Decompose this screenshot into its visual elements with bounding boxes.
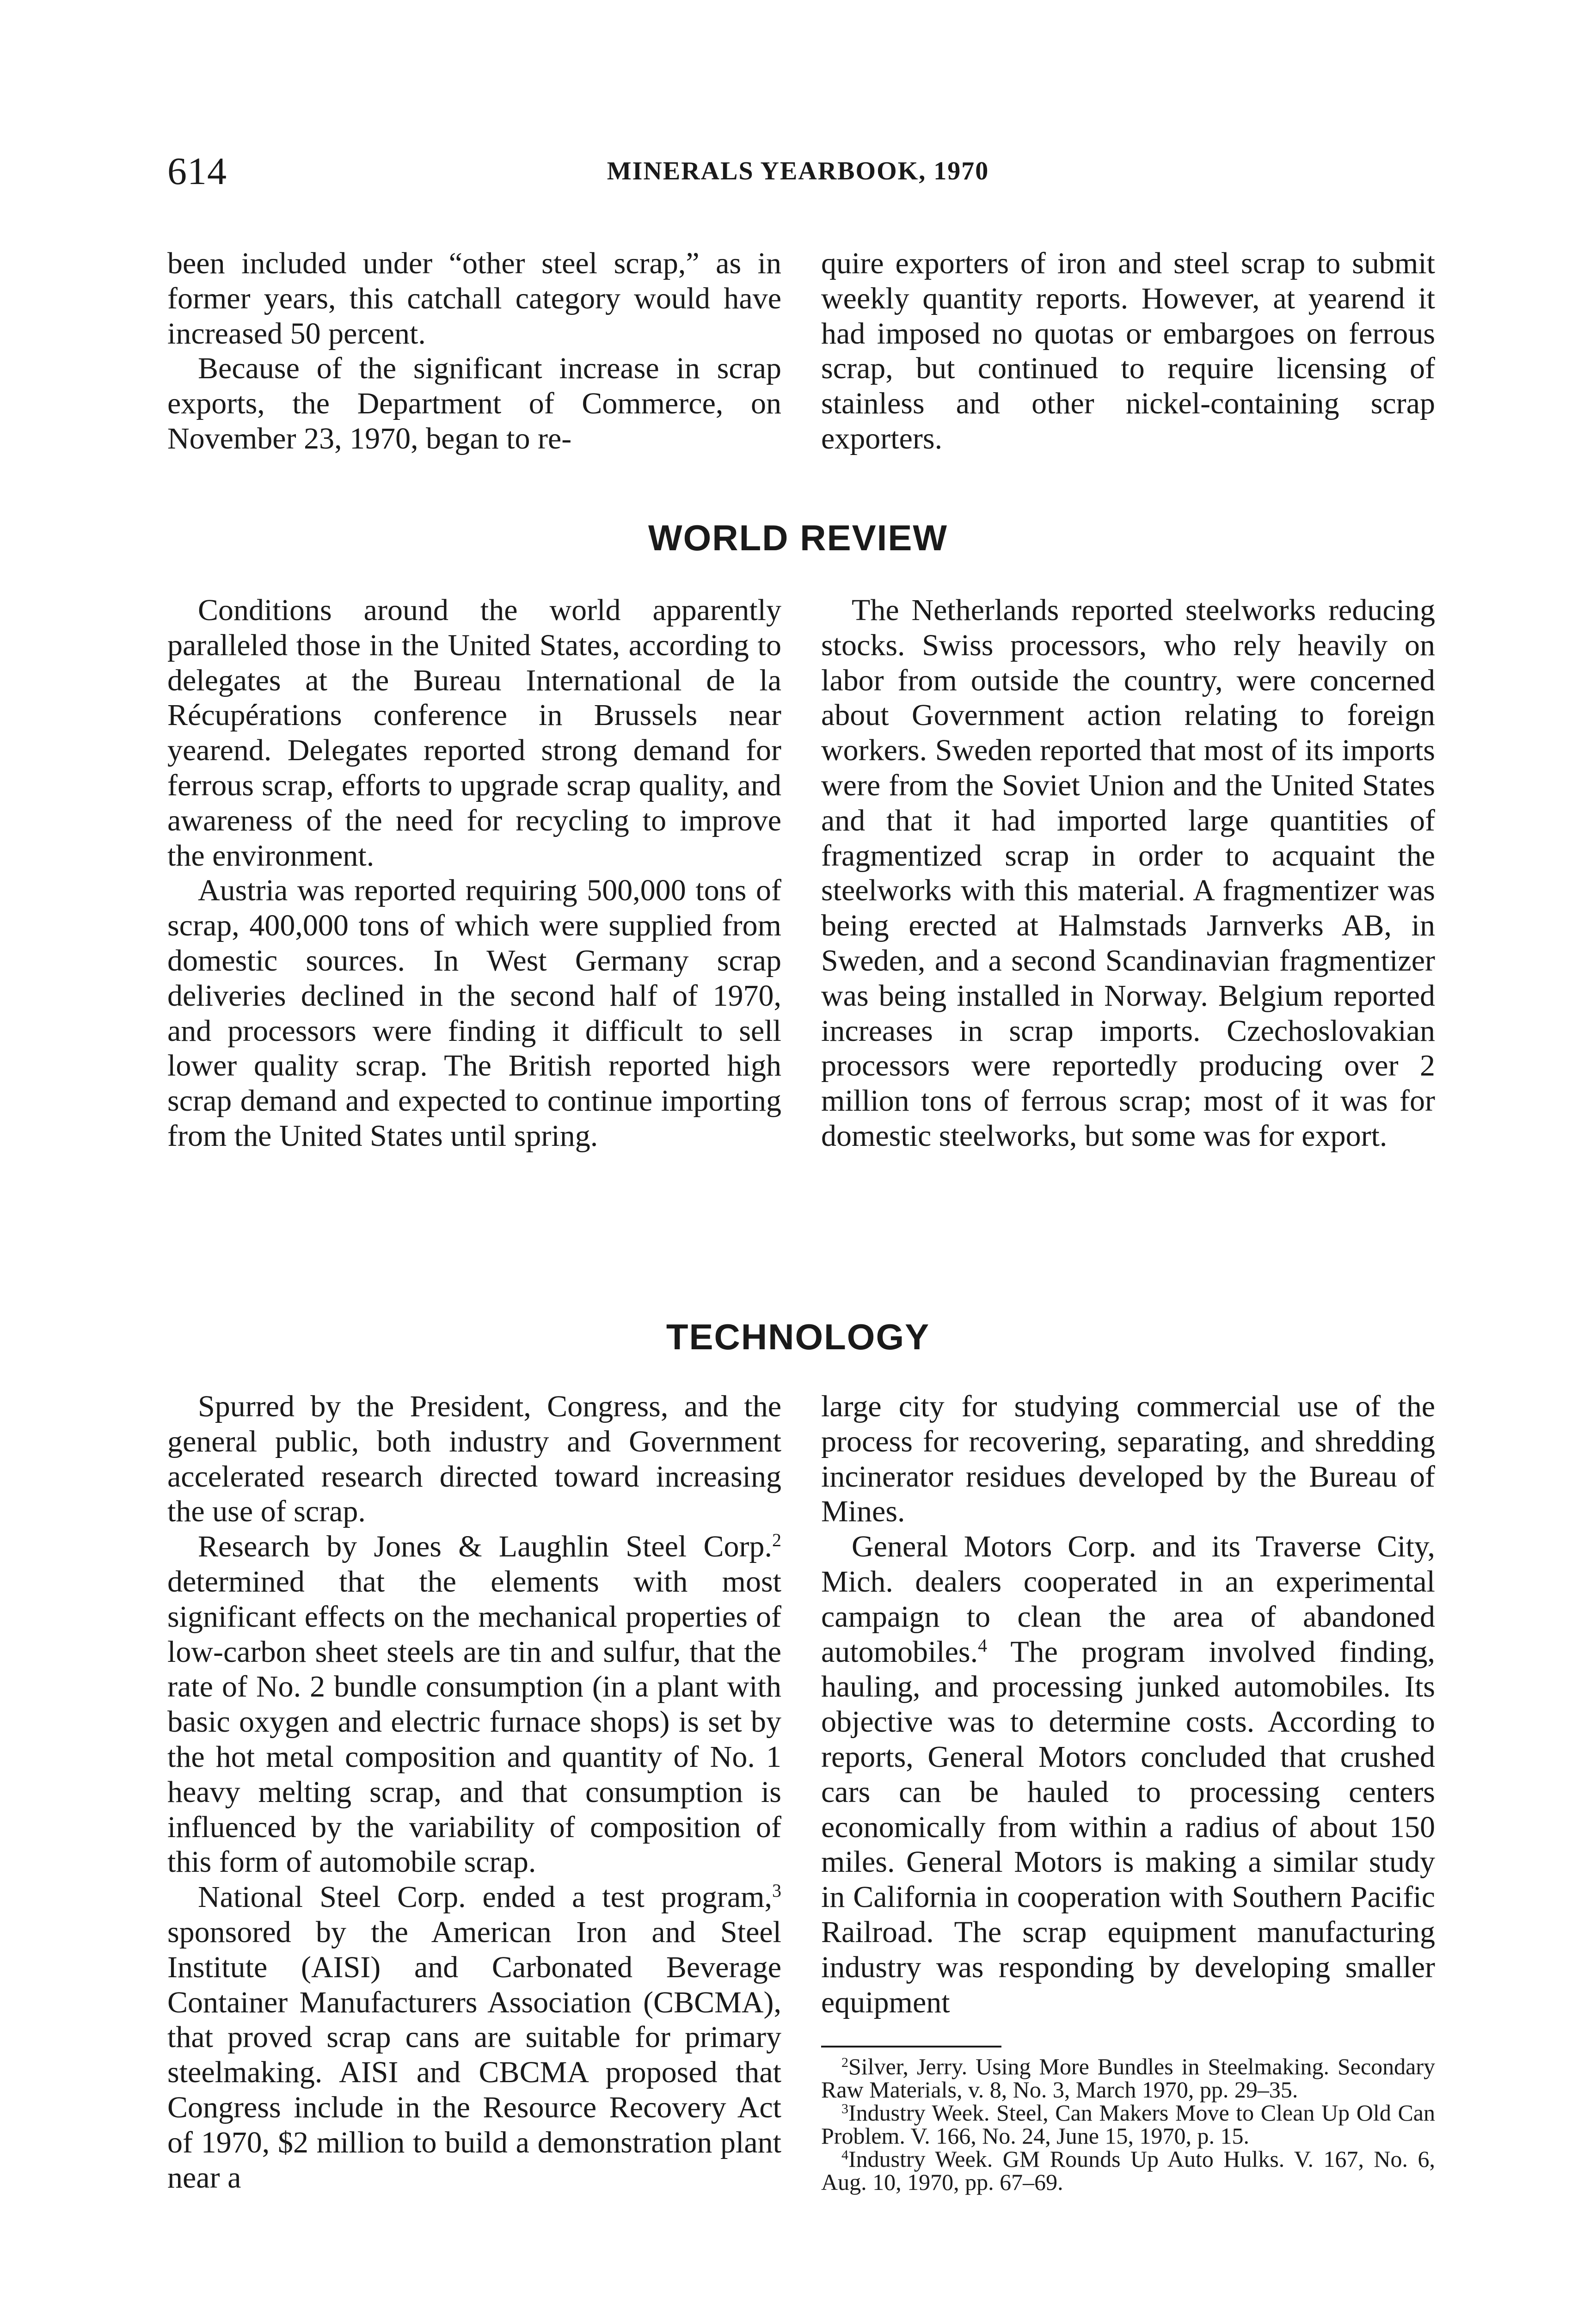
world-review-paragraph: Conditions around the world apparently paralleled those in the United States, according to delegates at the Bureau International de la Récupérations conference in Brussels near yearend. Delegates reported strong demand for ferrous scrap, efforts to upgrade scrap quality, and awareness of the need for recycling to improve the environment. (167, 593, 781, 873)
technology-right-column (821, 1389, 1435, 2020)
technology-paragraph: large city for studying commercial use of the process for recovering, separating, and shredding incinerator residues developed by the Bureau of Mines. (821, 1390, 1435, 1529)
technology-paragraph: National Steel Corp. ended a test program,$^3$ sponsored by the American Iron and Steel Institute (AISI) and Carbonated Beverage Container Manufacturers Association (CBCMA), that proved scrap cans are suitable for primary steelmaking. AISI and CBCMA proposed that Congress include in the Resource Recovery Act of 1970, $2 million to build a demonstration plant near a (167, 1880, 781, 2195)
page-number: 614 (167, 150, 227, 193)
footnote: $^3$Industry Week. Steel, Can Makers Move to Clean Up Old Can Problem. V. 166, No. 24, June 15, 1970, p. 15. (821, 2100, 1435, 2149)
footnote-number: 4 (841, 2147, 848, 2163)
footnote-divider (821, 2046, 1001, 2048)
technology-left-column (167, 1389, 781, 2195)
world-review-paragraph: Austria was reported requiring 500,000 tons of scrap, 400,000 tons of which were supplied from domestic sources. In West Germany scrap deliveries declined in the second half of 1970, and processors were finding it difficult to sell lower quality scrap. The British reported high scrap demand and expected to continue importing from the United States until spring. (167, 873, 781, 1153)
world-review-left-column (167, 593, 781, 1154)
footnote: $^4$Industry Week. GM Rounds Up Auto Hulks. V. 167, No. 6, Aug. 10, 1970, pp. 67–69. (821, 2146, 1435, 2195)
intro-left-column (167, 246, 781, 456)
footnote-ref: 2 (772, 1530, 781, 1551)
footnote-number: 3 (841, 2101, 848, 2116)
footnote-number: 2 (841, 2055, 848, 2070)
world-review-paragraph: The Netherlands reported steelworks reducing stocks. Swiss processors, who rely heavily on labor from outside the country, were concerned about Government action relating to foreign workers. Sweden reported that most of its imports were from the Soviet Union and the United States and that it had imported large quantities of fragmentized scrap in order to acquaint the steelworks with this material. A fragmentizer was being erected at Halmstads Jarnverks AB, in Sweden, and a second Scandinavian fragmentizer was being installed in Norway. Belgium reported increases in scrap imports. Czechoslovakian processors were reportedly producing over 2 million tons of ferrous scrap; most of it was for domestic steelworks, but some was for export. (821, 593, 1435, 1153)
intro-paragraph: Because of the significant increase in scrap exports, the Department of Commerce, on November 23, 1970, began to re- (167, 351, 781, 455)
technology-paragraph: Research by Jones & Laughlin Steel Corp.$^2$ determined that the elements with most significant effects on the mechanical properties of low-carbon sheet steels are tin and sulfur, that the rate of No. 2 bundle consumption (in a plant with basic oxygen and electric furnace shops) is set by the hot metal composition and quantity of No. 1 heavy melting scrap, and that consumption is influenced by the variability of composition of this form of automobile scrap. (167, 1530, 781, 1879)
footnote-ref: 3 (772, 1880, 781, 1901)
intro-paragraph: quire exporters of iron and steel scrap to submit weekly quantity reports. However, at yearend it had imposed no quotas or embargoes on ferrous scrap, but continued to require licensing of stainless and other nickel-containing scrap exporters. (821, 246, 1435, 455)
technology-heading: TECHNOLOGY (666, 1316, 930, 1357)
world-review-heading: WORLD REVIEW (648, 517, 948, 558)
intro-paragraph: been included under “other steel scrap,” as in former years, this catchall category would have increased 50 percent. (167, 246, 781, 350)
running-header-title: MINERALS YEARBOOK, 1970 (607, 157, 989, 185)
technology-paragraph: General Motors Corp. and its Traverse City, Mich. dealers cooperated in an experimental campaign to clean the area of abandoned automobiles.$^4$ The program involved finding, hauling, and processing junked automobiles. Its objective was to determine costs. According to reports, General Motors concluded that crushed cars can be hauled to processing centers economically from within a radius of about 150 miles. General Motors is making a similar study in California in cooperation with Southern Pacific Railroad. The scrap equipment manufacturing industry was responding by developing smaller equipment (821, 1530, 1435, 2019)
world-review-right-column (821, 593, 1435, 1154)
footnotes (821, 2055, 1435, 2194)
footnote: $^2$Silver, Jerry. Using More Bundles in Steelmaking. Secondary Raw Materials, v. 8, No. 3, March 1970, pp. 29–35. (821, 2054, 1435, 2103)
technology-paragraph: Spurred by the President, Congress, and the general public, both industry and Government accelerated research directed toward increasing the use of scrap. (167, 1390, 781, 1529)
footnote-ref: 4 (978, 1635, 988, 1656)
intro-right-column (821, 246, 1435, 456)
